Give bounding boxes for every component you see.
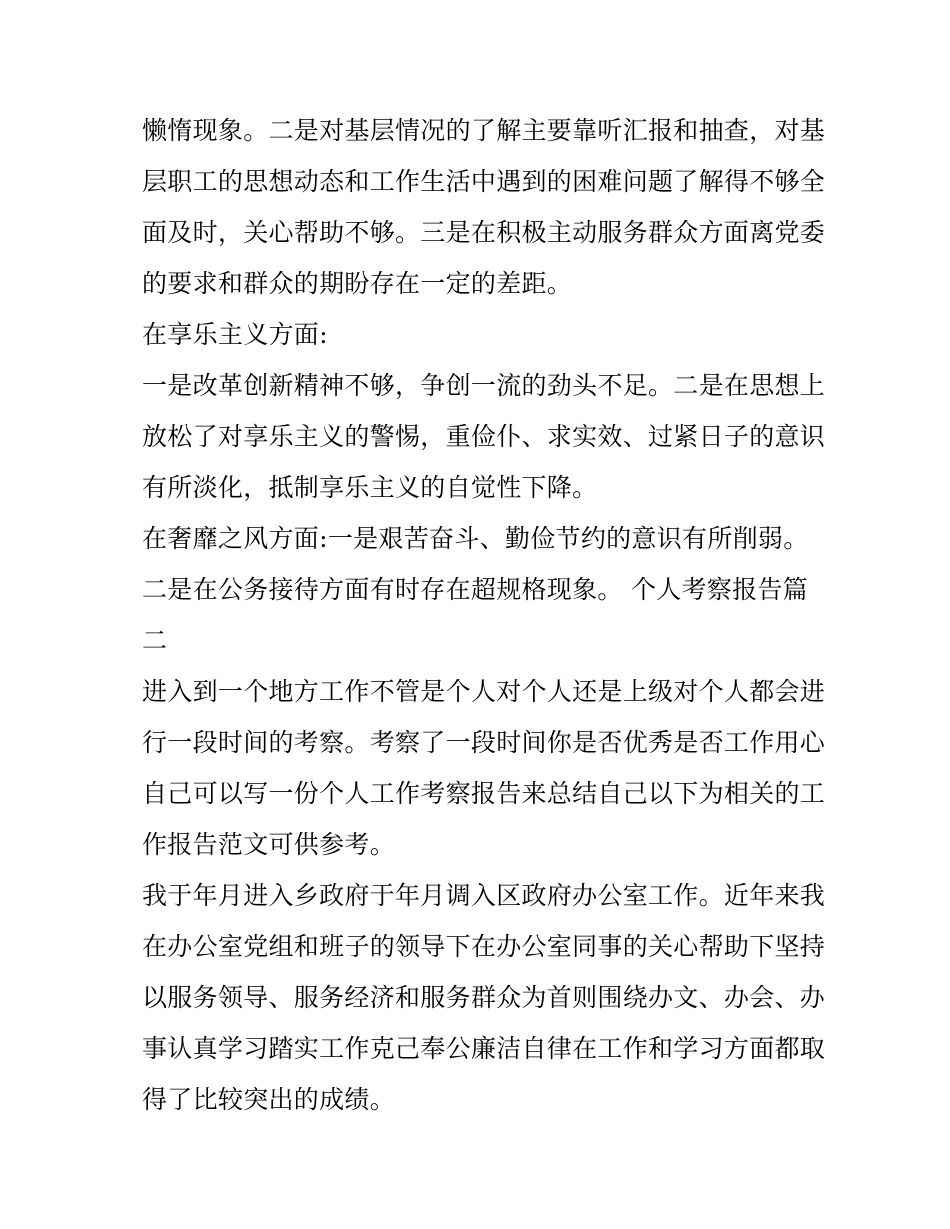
document-body <box>142 105 826 1125</box>
text-line: 作报告范文可供参考。 <box>142 830 396 859</box>
text-line: 事认真学习踏实工作克己奉公廉洁自律在工作和学习方面都取 <box>142 1034 826 1063</box>
section-heading: 在享乐主义方面: <box>142 320 328 349</box>
text-line: 进入到一个地方工作不管是个人对个人还是上级对个人都会进 <box>142 677 826 706</box>
text-line: 在办公室党组和班子的领导下在办公室同事的关心帮助下坚持 <box>142 932 826 961</box>
text-line: 面及时，关心帮助不够。三是在积极主动服务群众方面离党委 <box>142 218 826 247</box>
text-line: 一是改革创新精神不够，争创一流的劲头不足。二是在思想上 <box>142 371 826 400</box>
text-line: 二 <box>142 626 168 655</box>
text-line: 自己可以写一份个人工作考察报告来总结自己以下为相关的工 <box>142 779 826 808</box>
text-line: 我于年月进入乡政府于年月调入区政府办公室工作。近年来我 <box>142 881 826 910</box>
text-line: 行一段时间的考察。考察了一段时间你是否优秀是否工作用心 <box>142 728 826 757</box>
text-line: 的要求和群众的期盼存在一定的差距。 <box>142 269 573 298</box>
text-line: 层职工的思想动态和工作生活中遇到的困难问题了解得不够全 <box>142 167 826 196</box>
text-line: 有所淡化，抵制享乐主义的自觉性下降。 <box>142 473 598 502</box>
text-line: 二是在公务接待方面有时存在超规格现象。 个人考察报告篇 <box>142 575 809 604</box>
text-line: 放松了对享乐主义的警惕，重俭仆、求实效、过紧日子的意识 <box>142 422 826 451</box>
text-line: 懒惰现象。二是对基层情况的了解主要靠听汇报和抽查，对基 <box>142 116 826 145</box>
text-line: 得了比较突出的成绩。 <box>142 1085 396 1114</box>
text-line: 在奢靡之风方面:一是艰苦奋斗、勤俭节约的意识有所削弱。 <box>142 524 809 553</box>
text-line: 以服务领导、服务经济和服务群众为首则围绕办文、办会、办 <box>142 983 826 1012</box>
